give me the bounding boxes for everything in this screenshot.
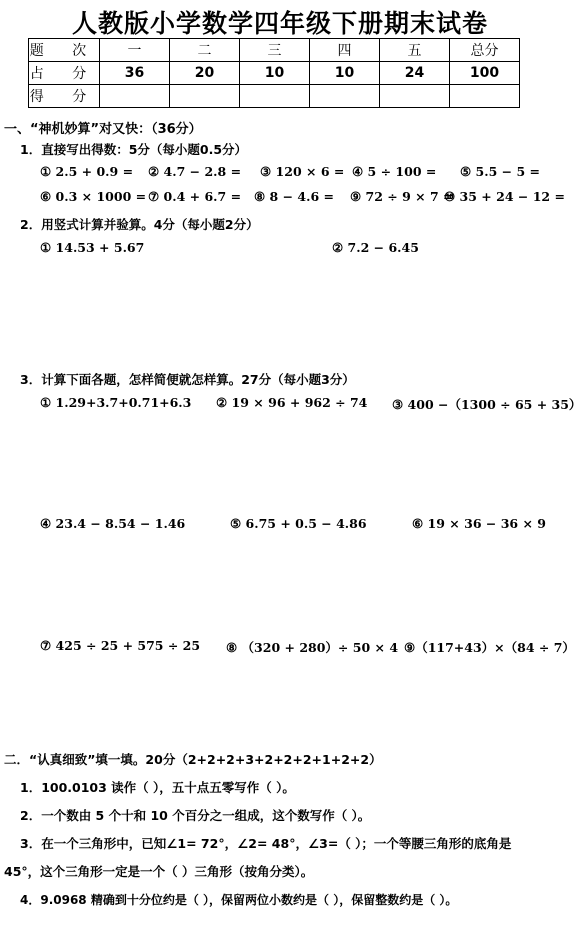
section2-heading: 二．“认真细致”填一填。20分（2+2+2+3+2+2+2+1+2+2） [4,752,382,767]
q3-item: ⑦ 425 ÷ 25 + 575 ÷ 25 [40,638,201,653]
score-table-cell: 10 [240,62,310,85]
q1-item: ⑨ 72 ÷ 9 × 7 = [350,189,454,204]
q1-item: ① 2.5 + 0.9 = [40,164,134,179]
score-table-cell: 五 [380,39,450,62]
q3-item: ⑤ 6.75 + 0.5 − 4.86 [230,516,367,531]
score-table-cell: 36 [100,62,170,85]
score-table-row-points [29,62,520,85]
score-table-cell: 总分 [450,39,520,62]
score-table-cell: 一 [100,39,170,62]
q1-item: ④ 5 ÷ 100 = [352,164,437,179]
q1-heading: 1．直接写出得数：5分（每小题0.5分） [20,142,248,157]
page-title: 人教版小学数学四年级下册期末试卷 [71,9,488,38]
section1-heading: 一、“神机妙算”对又快：（36分） [4,122,202,137]
score-table [28,38,520,108]
q3-item: ⑨（117+43）×（84 ÷ 7） [404,640,575,655]
score-table-cell: 100 [450,62,520,85]
score-entry-cell[interactable] [310,85,380,108]
q1-item: ⑦ 0.4 + 6.7 = [148,189,242,204]
score-table-cell: 占 分 [29,62,100,85]
q1-item: ⑤ 5.5 − 5 = [460,164,541,179]
score-table-cell: 二 [170,39,240,62]
score-table-cell: 得 分 [29,85,100,108]
q2-item: ① 14.53 + 5.67 [40,240,145,255]
q3-item: ⑥ 19 × 36 − 36 × 9 [412,516,546,531]
fill-question-1: 1．100.0103 读作（ ），五十点五零写作（ ）。 [20,780,295,795]
q1-item: ③ 120 × 6 = [260,164,345,179]
q1-item: ⑩ 35 + 24 − 12 = [444,189,565,204]
q3-heading: 3．计算下面各题，怎样简便就怎样算。27分（每小题3分） [20,372,355,387]
score-table-row-score [29,85,520,108]
q3-item: ① 1.29+3.7+0.71+6.3 [40,395,192,410]
score-entry-cell[interactable] [170,85,240,108]
score-table-row-subject [29,39,520,62]
score-table-cell: 题 次 [29,39,100,62]
fill-question-2: 2．一个数由 5 个十和 10 个百分之一组成，这个数写作（ ）。 [20,808,371,823]
q1-item: ⑥ 0.3 × 1000 = [40,189,147,204]
score-entry-cell[interactable] [380,85,450,108]
q3-item: ⑧ （320 + 280）÷ 50 × 4 [226,640,399,655]
score-entry-cell[interactable] [450,85,520,108]
score-entry-cell[interactable] [240,85,310,108]
score-table-cell: 24 [380,62,450,85]
fill-question-3-cont: 45°，这个三角形一定是一个（ ）三角形（按角分类）。 [4,864,314,879]
q2-heading: 2．用竖式计算并验算。4分（每小题2分） [20,217,259,232]
fill-question-4: 4．9.0968 精确到十分位约是（ ），保留两位小数约是（ ），保留整数约是（ ）。 [20,893,458,907]
q3-item: ③ 400 −（1300 ÷ 65 + 35） [392,397,581,412]
q1-item: ⑧ 8 − 4.6 = [254,189,335,204]
q1-item: ② 4.7 − 2.8 = [148,164,242,179]
q3-item: ② 19 × 96 + 962 ÷ 74 [216,395,368,410]
score-table-cell: 三 [240,39,310,62]
q3-item: ④ 23.4 − 8.54 − 1.46 [40,516,186,531]
score-table-cell: 10 [310,62,380,85]
q2-item: ② 7.2 − 6.45 [332,240,419,255]
score-table-cell: 四 [310,39,380,62]
score-entry-cell[interactable] [100,85,170,108]
fill-question-3: 3．在一个三角形中，已知∠1= 72°，∠2= 48°，∠3=（ ）；一个等腰三角形的底角是 [20,836,512,851]
score-table-cell: 20 [170,62,240,85]
